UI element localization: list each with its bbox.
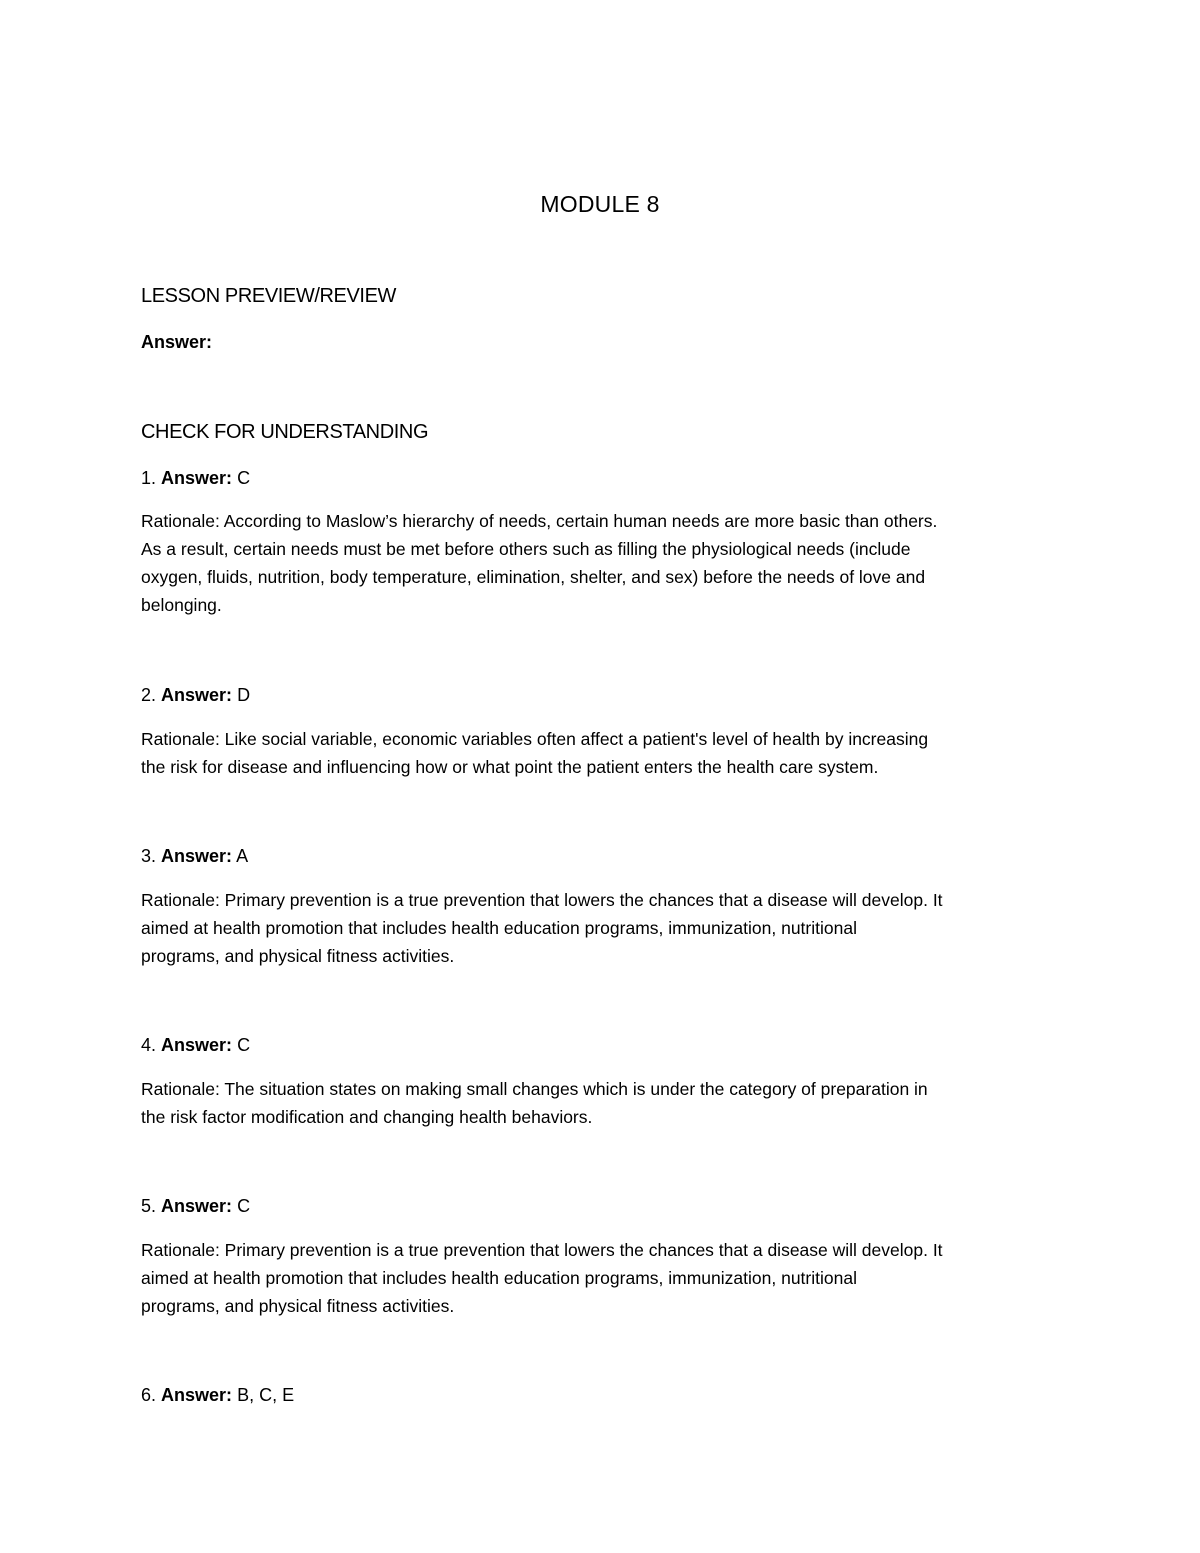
- answer-label: Answer:: [161, 1196, 233, 1216]
- rationale-line: belonging.: [141, 595, 222, 615]
- answer-line-6: [141, 1382, 294, 1408]
- rationale-line: Rationale: Like social variable, economic variables often affect a patient's level of health by increasing: [141, 729, 929, 749]
- answer-value: C: [237, 1035, 251, 1055]
- rationale-4: [141, 1075, 1061, 1131]
- rationale-line: aimed at health promotion that includes health education programs, immunization, nutritional: [141, 1268, 857, 1288]
- answer-value: C: [237, 1196, 251, 1216]
- answer-label: Answer:: [161, 1385, 233, 1405]
- rationale-line: As a result, certain needs must be met before others such as filling the physiological needs (include: [141, 539, 911, 559]
- answer-label: Answer:: [161, 1035, 233, 1055]
- rationale-2: [141, 725, 1061, 781]
- rationale-line: aimed at health promotion that includes health education programs, immunization, nutritional: [141, 918, 857, 938]
- answer-number: 1.: [141, 468, 157, 488]
- answer-number: 5.: [141, 1196, 157, 1216]
- section-heading-preview: LESSON PREVIEW/REVIEW: [141, 285, 396, 307]
- answer-label: Answer:: [161, 468, 233, 488]
- answer-line-3: [141, 843, 248, 869]
- answer-number: 2.: [141, 685, 157, 705]
- rationale-5: [141, 1236, 1061, 1320]
- answer-value: A: [236, 846, 249, 866]
- rationale-line: Rationale: Primary prevention is a true prevention that lowers the chances that a disease will develop. It: [141, 1240, 943, 1260]
- rationale-line: oxygen, fluids, nutrition, body temperature, elimination, shelter, and sex) before the needs of love and: [141, 567, 926, 587]
- answer-label: Answer:: [161, 685, 233, 705]
- rationale-line: Rationale: The situation states on making small changes which is under the category of preparation in: [141, 1079, 928, 1099]
- rationale-1: [141, 507, 1061, 619]
- rationale-line: Rationale: According to Maslow’s hierarchy of needs, certain human needs are more basic than others.: [141, 511, 938, 531]
- answer-line-5: [141, 1193, 250, 1219]
- answer-line-1: [141, 465, 250, 491]
- rationale-3: [141, 886, 1061, 970]
- rationale-line: the risk for disease and influencing how or what point the patient enters the health care system.: [141, 757, 879, 777]
- answer-value: D: [237, 685, 251, 705]
- preview-answer-label: Answer:: [141, 332, 213, 352]
- answer-number: 6.: [141, 1385, 157, 1405]
- answer-number: 3.: [141, 846, 157, 866]
- rationale-line: programs, and physical fitness activities.: [141, 946, 455, 966]
- answer-value: C: [237, 468, 251, 488]
- module-title: MODULE 8: [540, 191, 660, 217]
- rationale-line: Rationale: Primary prevention is a true prevention that lowers the chances that a disease will develop. It: [141, 890, 943, 910]
- rationale-line: the risk factor modification and changing health behaviors.: [141, 1107, 593, 1127]
- answer-number: 4.: [141, 1035, 157, 1055]
- section-heading-check: CHECK FOR UNDERSTANDING: [141, 421, 429, 443]
- answer-line-4: [141, 1032, 250, 1058]
- rationale-line: programs, and physical fitness activities.: [141, 1296, 455, 1316]
- answer-line-2: [141, 682, 250, 708]
- answer-label: Answer:: [161, 846, 233, 866]
- answer-value: B, C, E: [237, 1385, 295, 1405]
